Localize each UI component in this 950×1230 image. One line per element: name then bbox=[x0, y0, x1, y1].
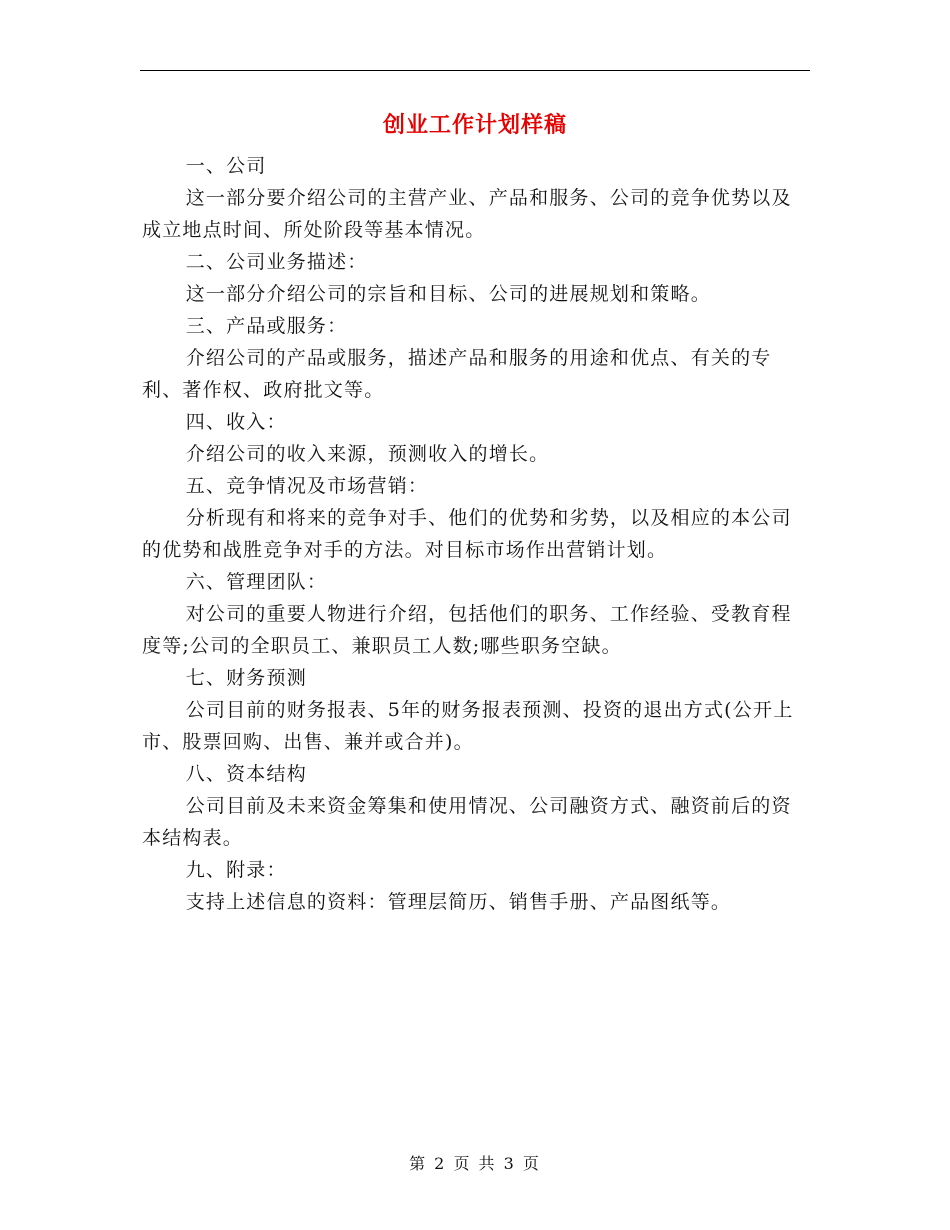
paragraph-business: 这一部分介绍公司的宗旨和目标、公司的进展规划和策略。 bbox=[185, 283, 711, 305]
paragraph-appendix: 支持上述信息的资料：管理层简历、销售手册、产品图纸等。 bbox=[185, 891, 732, 913]
paragraph-finance: 公司目前的财务报表、5年的财务报表预测、投资的退出方式(公开上市、股票回购、出售、兼并或合并)。 bbox=[142, 699, 794, 753]
section-heading-competition: 五、竞争情况及市场营销： bbox=[185, 475, 429, 497]
section-heading-business: 二、公司业务描述： bbox=[185, 251, 368, 273]
paragraph-revenue: 介绍公司的收入来源，预测收入的增长。 bbox=[185, 443, 550, 465]
section-heading-appendix: 九、附录： bbox=[185, 859, 287, 881]
section-heading-revenue: 四、收入： bbox=[185, 411, 287, 433]
paragraph-capital: 公司目前及未来资金筹集和使用情况、公司融资方式、融资前后的资本结构表。 bbox=[142, 795, 792, 849]
section-heading-capital: 八、资本结构 bbox=[185, 763, 307, 785]
section-heading-team: 六、管理团队： bbox=[185, 571, 328, 593]
document-body bbox=[142, 150, 810, 918]
header-rule bbox=[140, 70, 810, 71]
paragraph-company: 这一部分要介绍公司的主营产业、产品和服务、公司的竞争优势以及成立地点时间、所处阶段等基本情况。 bbox=[142, 187, 792, 241]
document-title: 创业工作计划样稿 bbox=[382, 112, 567, 138]
page-number: 第 2 页 共 3 页 bbox=[409, 1154, 541, 1173]
paragraph-team: 对公司的重要人物进行介绍，包括他们的职务、工作经验、受教育程度等;公司的全职员工、兼职员工人数;哪些职务空缺。 bbox=[142, 603, 792, 657]
section-heading-finance: 七、财务预测 bbox=[185, 667, 307, 689]
paragraph-products: 介绍公司的产品或服务，描述产品和服务的用途和优点、有关的专利、著作权、政府批文等。 bbox=[142, 347, 772, 401]
section-heading-products: 三、产品或服务： bbox=[185, 315, 348, 337]
section-heading-company: 一、公司 bbox=[185, 155, 267, 177]
paragraph-competition: 分析现有和将来的竞争对手、他们的优势和劣势，以及相应的本公司的优势和战胜竞争对手的方法。对目标市场作出营销计划。 bbox=[142, 507, 792, 561]
